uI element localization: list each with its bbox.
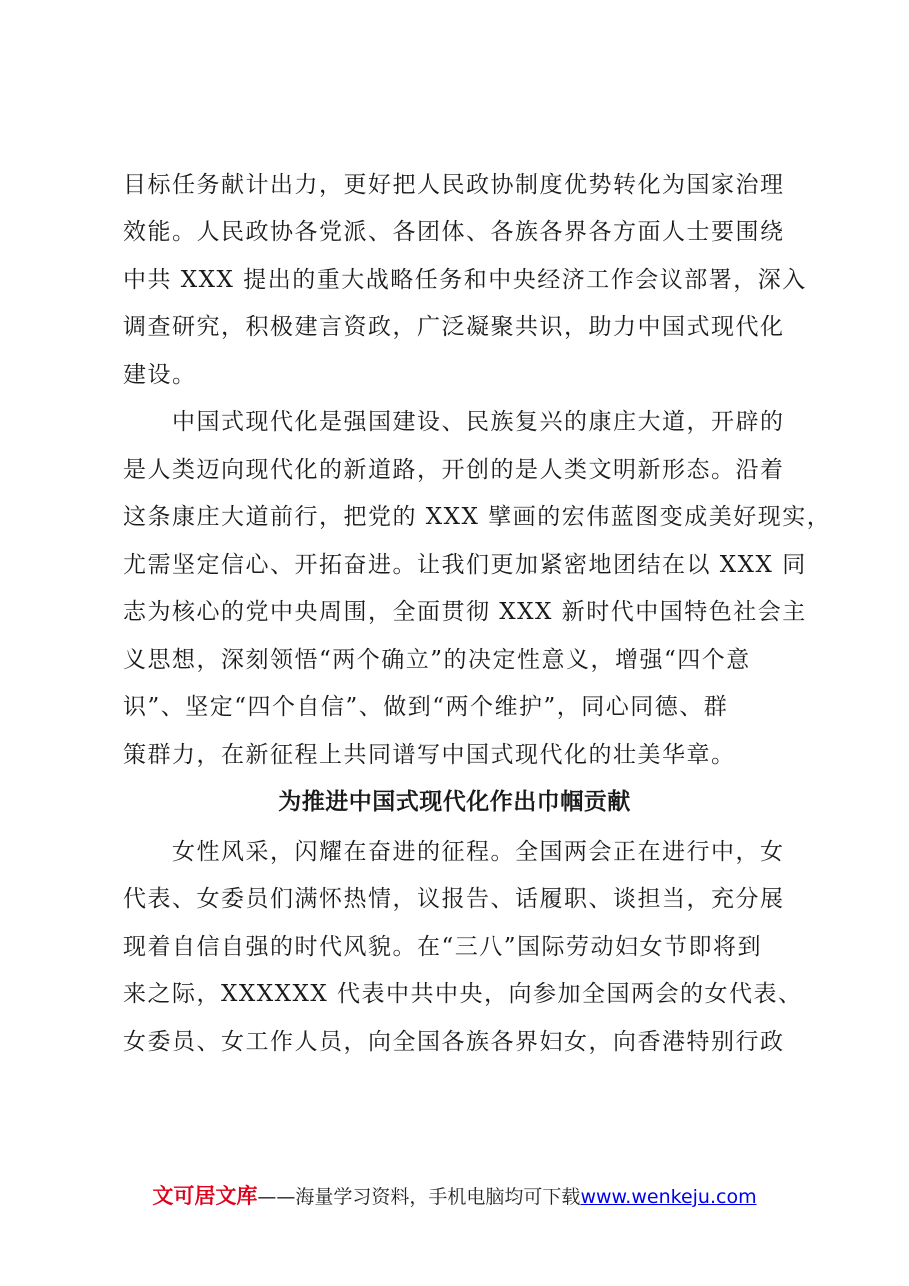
paragraph-line: 识”、坚定“四个自信”、做到“两个维护”，同心同德、群 bbox=[123, 694, 729, 720]
paragraph-line: 中国式现代化是强国建设、民族复兴的康庄大道，开辟的 bbox=[172, 409, 785, 435]
section-heading: 为推进中国式现代化作出巾帼贡献 bbox=[278, 788, 631, 815]
footer-banner bbox=[0, 1183, 909, 1210]
footer-brand: 文可居文库 bbox=[152, 1184, 258, 1208]
paragraph-line: 中共 XXX 提出的重大战略任务和中央经济工作会议部署，深入 bbox=[123, 267, 807, 293]
paragraph-line: 尤需坚定信心、开拓奋进。让我们更加紧密地团结在以 XXX 同 bbox=[123, 552, 807, 578]
paragraph-line: 效能。人民政协各党派、各团体、各族各界各方面人士要围绕 bbox=[123, 219, 785, 245]
paragraph-line: 调查研究，积极建言资政，广泛凝聚共识，助力中国式现代化 bbox=[123, 314, 785, 340]
paragraph-line: 志为核心的党中央周围，全面贯彻 XXX 新时代中国特色社会主 bbox=[123, 599, 807, 625]
paragraph-line: 来之际，XXXXXX 代表中共中央，向参加全国两会的女代表、 bbox=[123, 981, 803, 1007]
paragraph-line: 义思想，深刻领悟“两个确立”的决定性意义，增强“四个意 bbox=[123, 647, 751, 673]
paragraph-line: 是人类迈向现代化的新道路，开创的是人类文明新形态。沿着 bbox=[123, 457, 785, 483]
paragraph-line: 目标任务献计出力，更好把人民政协制度优势转化为国家治理 bbox=[123, 172, 785, 198]
paragraph-line: 策群力，在新征程上共同谱写中国式现代化的壮美华章。 bbox=[123, 742, 736, 768]
paragraph-line: 代表、女委员们满怀热情，议报告、话履职、谈担当，充分展 bbox=[123, 886, 785, 912]
footer-tagline: ——海量学习资料，手机电脑均可下载 bbox=[257, 1186, 581, 1208]
paragraph-line: 女委员、女工作人员，向全国各族各界妇女，向香港特别行政 bbox=[123, 1029, 785, 1055]
paragraph-line: 这条康庄大道前行，把党的 XXX 擘画的宏伟蓝图变成美好现实， bbox=[123, 504, 832, 530]
footer-link[interactable]: www.wenkeju.com bbox=[580, 1186, 757, 1208]
paragraph-line: 建设。 bbox=[123, 362, 197, 388]
paragraph-line: 现着自信自强的时代风貌。在“三八”国际劳动妇女节即将到 bbox=[123, 934, 763, 960]
paragraph-line: 女性风采，闪耀在奋进的征程。全国两会正在进行中，女 bbox=[172, 839, 785, 865]
